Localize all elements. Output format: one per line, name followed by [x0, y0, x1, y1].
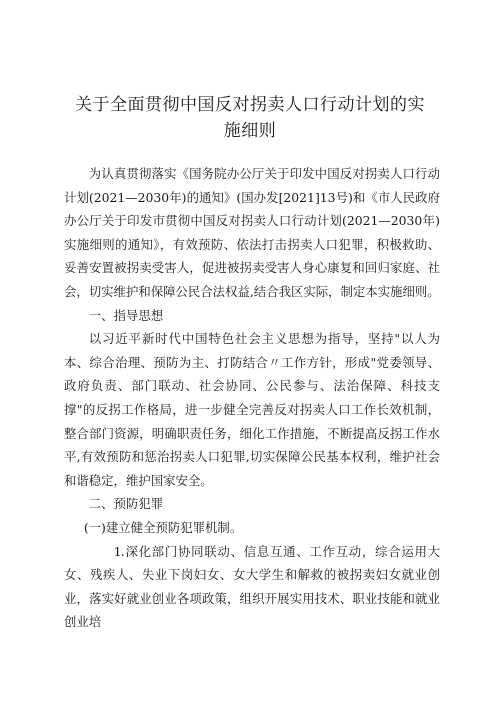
- list-item-1: [64, 540, 440, 634]
- intro-paragraph: 为认真贯彻落实《国务院办公厅关于印发中国反对拐卖人口行动计划(2021—2030年)的通知》(国办发[2021]13号)和《市人民政府办公厅关于印发市贯彻中国反对拐卖人口行动计划(2021—2030年)实施细则的通知》，有效预防、依法打击拐卖人口犯罪，积极救助、妥善安置被拐卖受害人，促进被拐卖受害人身心康复和回归家庭、社会，切实维护和保障公民合法权益,结合我区实际，制定本实施细则。: [64, 166, 440, 299]
- subsection-heading-prevention-mechanism: (一)建立健全预防犯罪机制。: [83, 519, 243, 535]
- section-heading-crime-prevention: 二、预防犯罪: [88, 496, 164, 512]
- list-item-number: 1: [113, 543, 122, 559]
- section-heading-guiding-ideology: 一、指导思想: [88, 307, 164, 323]
- document-body: [64, 162, 440, 634]
- list-item-text: .深化部门协同联动、信息互通、工作互动，综合运用大女、残疾人、失业下岗妇女、女大学生和解救的被拐卖妇女就业创业，落实好就业创业各项政策，组织开展实用技术、职业技能和就业创业培: [64, 543, 440, 630]
- guiding-ideology-paragraph: 以习近平新时代中国特色社会主义思想为指导，坚持"以人为本、综合治理、预防为主、打防结合〃工作方针，形成"党委领导、政府负责、部门联动、社会协同、公民参与、法治保障、科技支撑"的反拐工作格局，进一步健全完善反对拐卖人口工作长效机制，整合部门资源，明确职责任务，细化工作措施，不断提高反拐工作水平,有效预防和惩治拐卖人口犯罪,切实保障公民基本权利，维护社会和谐稳定，维护国家安全。: [64, 331, 440, 488]
- document-title: 关于全面贯彻中国反对拐卖人口行动计划的实施细则: [75, 95, 425, 141]
